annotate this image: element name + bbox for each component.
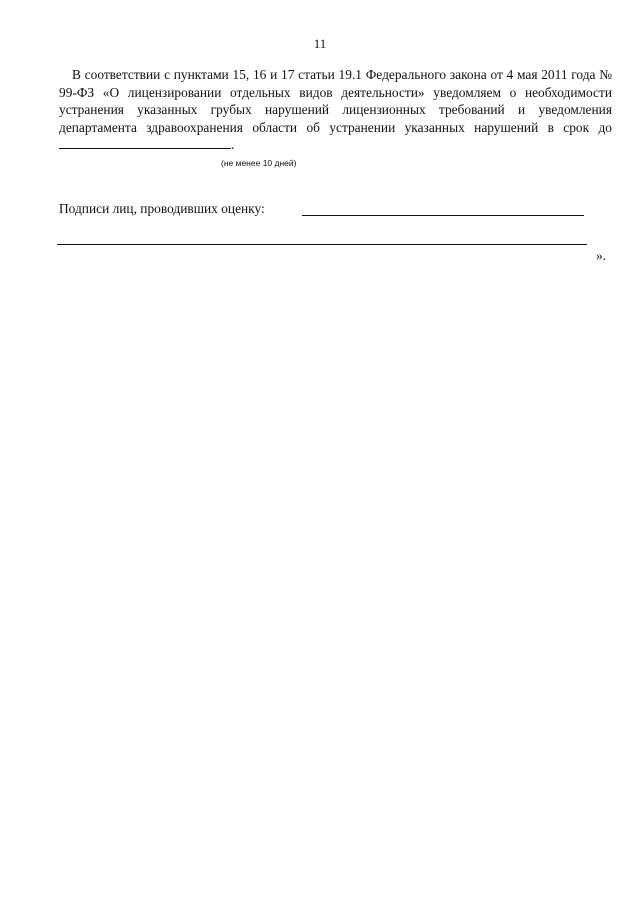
deadline-fill-line	[59, 138, 231, 149]
paragraph-end: .	[231, 137, 235, 152]
deadline-hint: (не менее 10 дней)	[221, 158, 297, 168]
signature-line-2	[57, 244, 587, 245]
page-number: 11	[313, 36, 327, 51]
signatures-label: Подписи лиц, проводивших оценку:	[59, 201, 265, 216]
notice-text: В соответствии с пунктами 15, 16 и 17 статьи 19.1 Федерального закона от 4 мая 2011 года № 99-ФЗ «О лицензировании отдельных видов деятельности» уведомляем о необходимости устранения указанных грубых нарушений лицензионных требований и уведомления департамента здравоохранения области об устранении указанных нарушений в срок до	[59, 67, 612, 135]
closing-quote: ».	[596, 248, 607, 263]
signature-line-1	[302, 215, 584, 216]
notice-paragraph	[59, 66, 612, 154]
